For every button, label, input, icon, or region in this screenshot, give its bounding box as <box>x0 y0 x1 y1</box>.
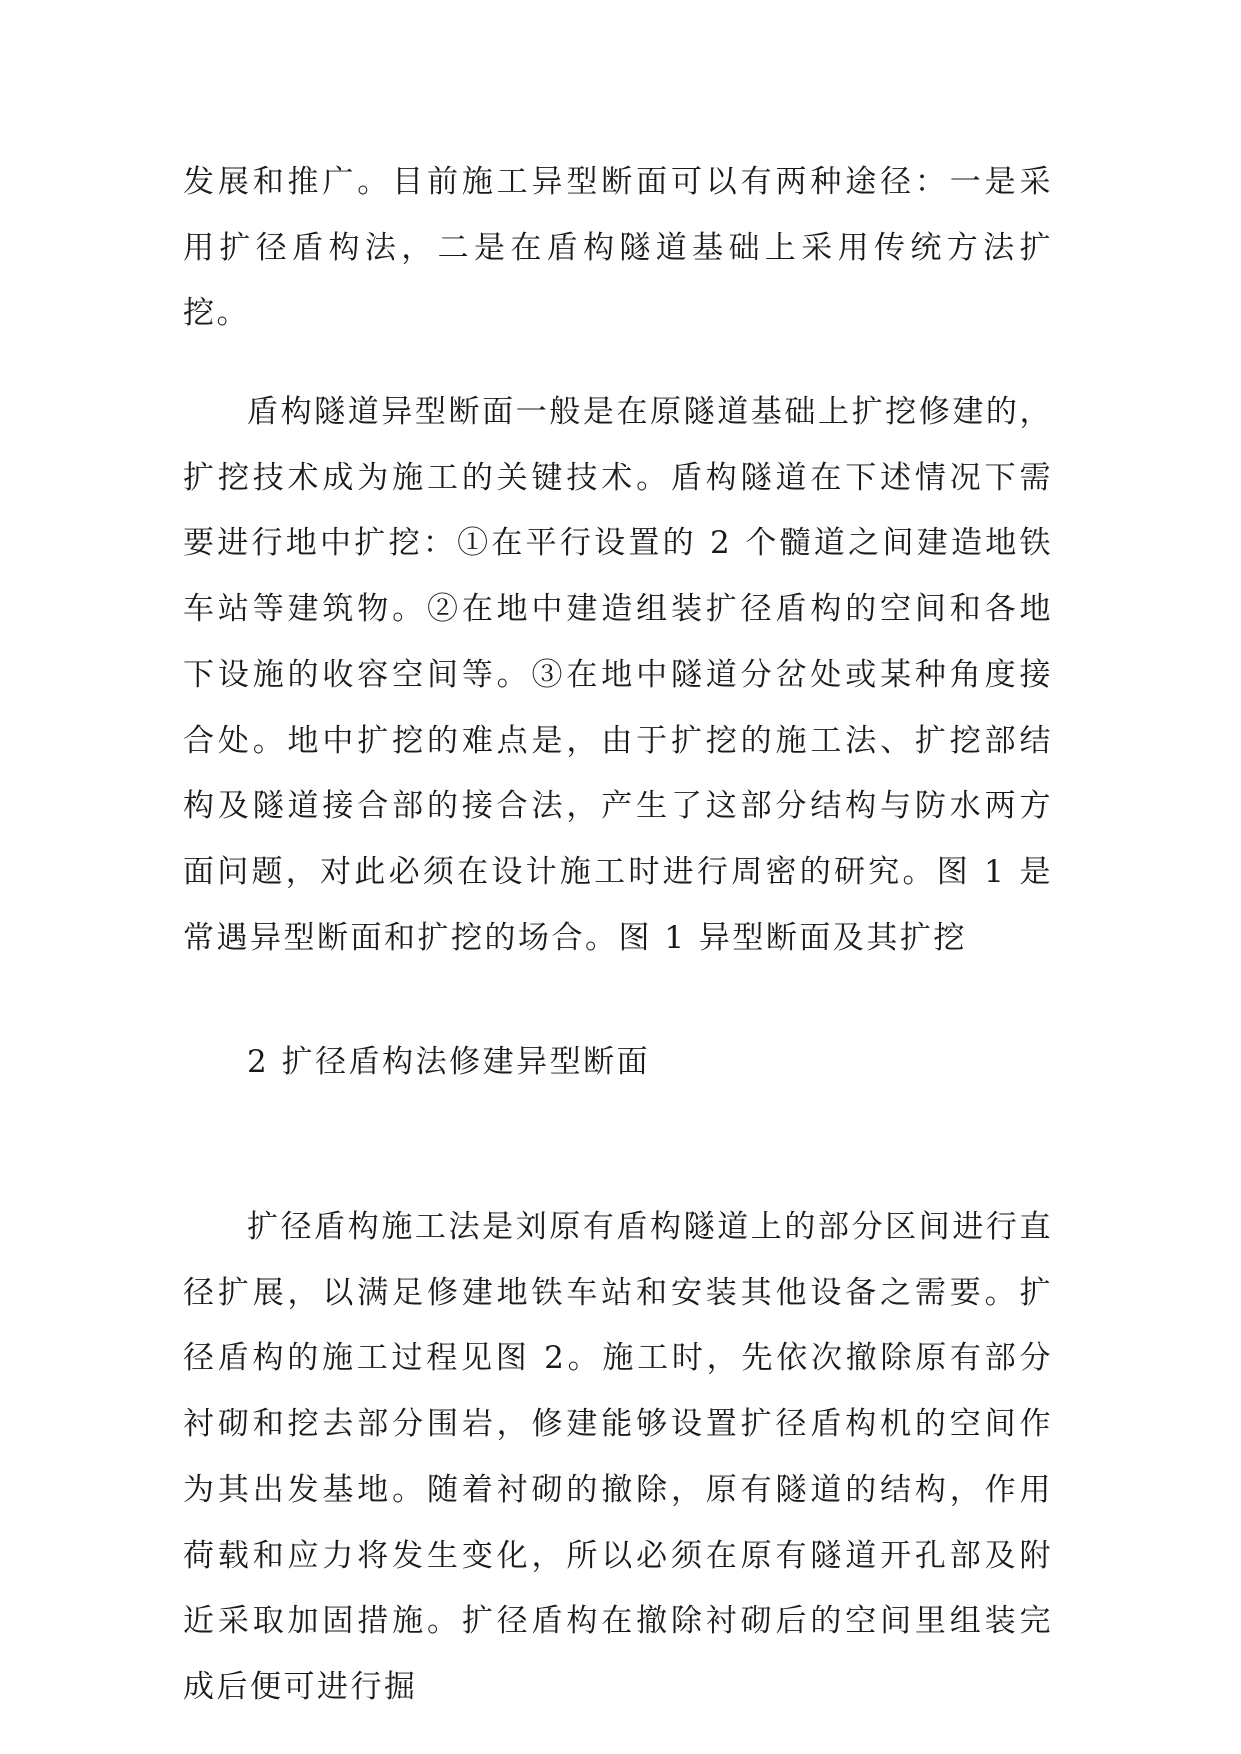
section-heading: 2 扩径盾构法修建异型断面 <box>247 1044 651 1080</box>
paragraph-continuation: 发展和推广。目前施工异型断面可以有两种途径：一是采用扩径盾构法，二是在盾构隧道基础上采用传统方法扩挖。 <box>183 164 1053 332</box>
paragraph-expansion-technique: 盾构隧道异型断面一般是在原隧道基础上扩挖修建的，扩挖技术成为施工的关键技术。盾构隧道在下述情况下需要进行地中扩挖：①在平行设置的 2 个髓道之间建造地铁车站等建筑物。②在地中建造组装扩径盾构的空间和各地下设施的收容空间等。③在地中隧道分岔处或某种角度接合处。地中扩挖的难点是，由于扩挖的施工法、扩挖部结构及隧道接合部的接合法，产生了这部分结构与防水两方面问题，对此必须在设计施工时进行周密的研究。图 1 是常遇异型断面和扩挖的场合。图 1 异型断面及其扩挖 <box>183 394 1053 956</box>
paragraph-expansion-shield-method: 扩径盾构施工法是刘原有盾构隧道上的部分区间进行直径扩展，以满足修建地铁车站和安装其他设备之需要。扩径盾构的施工过程见图 2。施工时，先依次撤除原有部分衬砌和挖去部分围岩，修建能够设置扩径盾构机的空间作为其出发基地。随着衬砌的撤除，原有隧道的结构，作用荷载和应力将发生变化，所以必须在原有隧道开孔部及附近采取加固措施。扩径盾构在撤除衬砌后的空间里组装完成后便可进行掘 <box>183 1209 1053 1705</box>
